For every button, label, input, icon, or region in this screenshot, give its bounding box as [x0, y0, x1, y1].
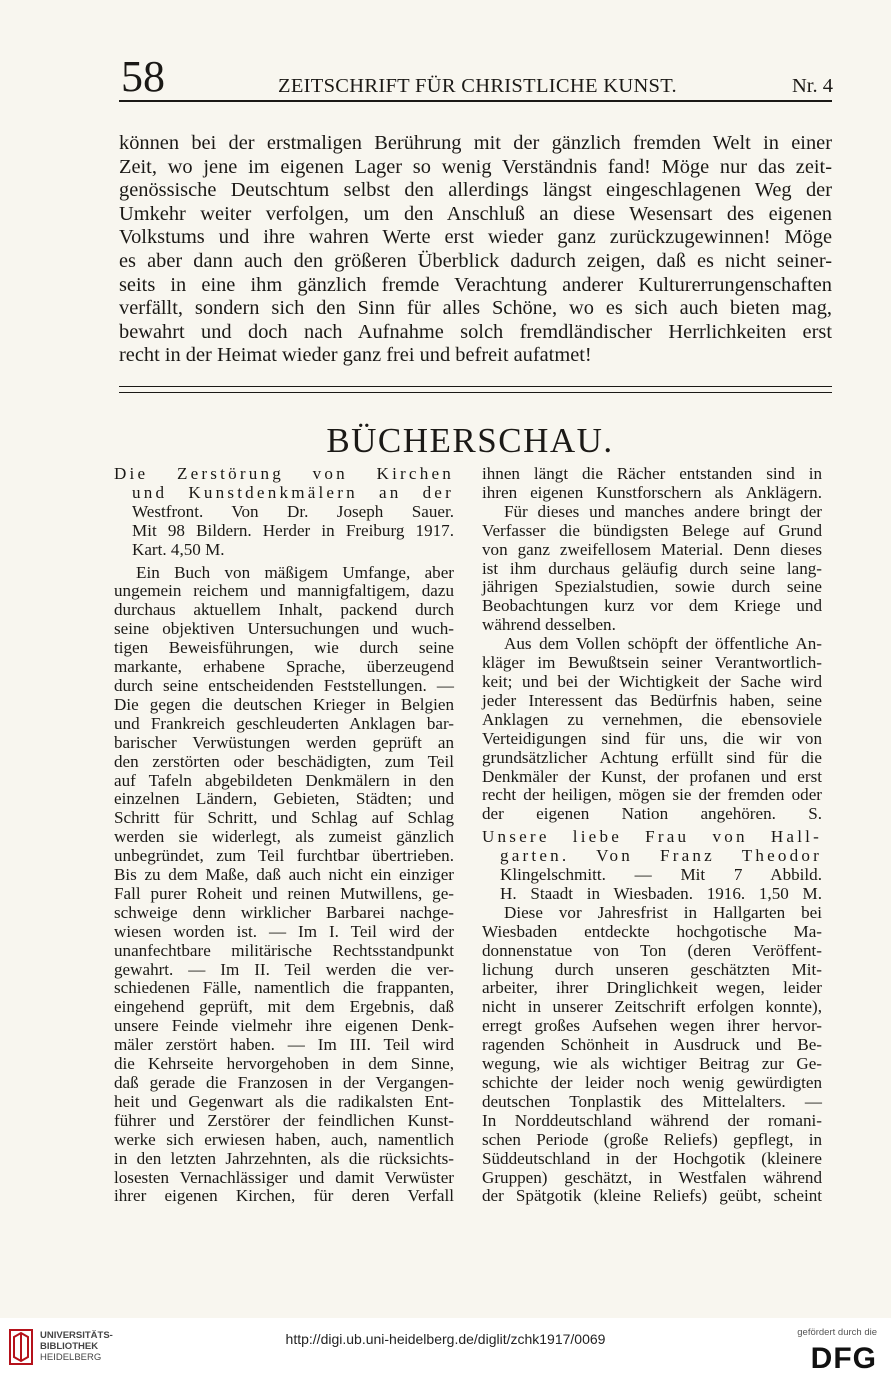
text-line: und Frankreich geschleuderten Anklagen bar- — [114, 713, 454, 733]
page-number: 58 — [121, 52, 165, 101]
text-line: mäler zerstört haben. — Im III. Teil wird — [114, 1035, 454, 1055]
right-column — [482, 465, 822, 1206]
issue-number: Nr. 4 — [792, 75, 833, 97]
text-line: verfällt, sondern sich den Sinn für alles Schöne, wo es sich auch bieten mag, — [119, 297, 832, 320]
text-line: seits in eine ihm gänzlich fremde Verachtung anderer Kulturerrungenschaften — [119, 273, 832, 296]
text-line: einzelnen Ländern, Gebieten, Städten; und — [114, 789, 454, 809]
text-line: recht der heiligen, mögen sie der fremden oder — [482, 785, 822, 805]
text-line: Anklagen zu vernehmen, die ebensoviele — [482, 709, 822, 729]
text-line: Fall purer Roheit und reinen Mutwillens, ge- — [114, 883, 454, 903]
digitization-footer — [0, 1318, 891, 1381]
text-line: ihren eigenen Kunstforschern als Anklägern. — [482, 482, 822, 502]
text-line: Bis zu dem Maße, daß auch nicht ein einziger — [114, 865, 454, 885]
text-line: auf Tafeln abgebildeten Denkmälern in den — [114, 770, 454, 790]
text-line: führer und Zerstörer der feindlichen Kunst- — [114, 1110, 454, 1130]
text-line: unsere Feinde vielmehr ihre eigenen Denk- — [114, 1016, 454, 1036]
text-line: in den letzten Jahrzehnten, als die rücksichts- — [114, 1148, 454, 1168]
text-line: tigen Beweisführungen, wie durch seine — [114, 638, 454, 658]
text-line: gewahrt. — Im II. Teil werden die ver- — [114, 959, 454, 979]
text-line: arbeiter, ihrer Dringlichkeit wegen, leider — [482, 978, 822, 998]
text-line: Die gegen die deutschen Krieger in Belgien — [114, 694, 454, 714]
text-line: seine objektiven Untersuchungen und wuch- — [114, 619, 454, 639]
header-rule — [119, 100, 832, 102]
text-line: Volkstums und ihre wahren Werte erst wieder ganz zurückzugewinnen! Möge — [119, 226, 832, 249]
left-column — [114, 465, 454, 1206]
review-title-line: Unsere liebe Frau von Hall- — [482, 827, 822, 847]
text-line: wiesen worden ist. — Im I. Teil wird der — [114, 921, 454, 941]
review-title-line: H. Staadt in Wiesbaden. 1916. 1,50 M. — [500, 883, 822, 903]
text-line: Verteidigungen sind für uns, die wir von — [482, 728, 822, 748]
text-line: ist ihm durchaus geläufig durch seine lang- — [482, 558, 822, 578]
library-name-line: UNIVERSITÄTS- — [40, 1330, 113, 1341]
text-line: genössische Deutschtum selbst den allerdings längst eingeschlagenen Weg der — [119, 179, 832, 202]
text-line: unbegründet, zum Teil furchtbar übertrieben. — [114, 846, 454, 866]
text-line: schichte der leider noch wenig gewürdigten — [482, 1073, 822, 1092]
review-title-line: Kart. 4,50 M. — [132, 539, 225, 559]
text-line: Schritt für Schritt, und Schlag auf Schlag — [114, 808, 454, 828]
text-line: bewahrt und doch nach Aufnahme solch fremdländischer Herrlichkeiten erst — [119, 320, 832, 343]
text-line: markante, erhabene Sprache, überzeugend — [114, 657, 454, 677]
review-title-line: garten. Von Franz Theodor — [500, 846, 822, 866]
text-line: Umkehr weiter verfolgen, um den Anschluß an diese Wesensart des eigenen — [119, 202, 832, 225]
text-line: der eigenen Nation angehören. S. — [482, 804, 822, 824]
text-line: Für dieses und manches andere bringt der — [504, 501, 822, 521]
text-line: Süddeutschland in der Hochgotik (kleinere — [482, 1148, 822, 1168]
text-line: wegung, wie als wichtiger Beitrag zur Ge- — [482, 1054, 822, 1074]
text-line: schweige denn wirklicher Barbarei nachge- — [114, 902, 454, 922]
text-line: ragenden Schönheit in Ausdruck und Be- — [482, 1035, 822, 1055]
text-line: werden sie widerlegt, als zumeist gänzlich — [114, 827, 454, 847]
review-title-line: Westfront. Von Dr. Joseph Sauer. — [132, 501, 454, 521]
text-line: keit; und bei der Wichtigkeit der Sache wird — [482, 671, 822, 691]
text-line: donnenstatue von Ton (deren Veröffent- — [482, 940, 822, 960]
text-line: schiedenen Fälle, namentlich die frappanten, — [114, 978, 454, 998]
text-line: Verfasser die bündigsten Belege auf Grund — [482, 520, 822, 540]
text-line: während desselben. — [482, 615, 616, 635]
text-line: der Spätgotik (kleine Reliefs) geübt, scheint — [482, 1186, 822, 1206]
text-line: von ganz zweifellosem Material. Denn dieses — [482, 539, 822, 559]
section-divider — [119, 386, 832, 393]
text-line: Gruppen) geschätzt, in Westfalen während — [482, 1167, 822, 1187]
text-line: den zerstörten oder beschädigten, zum Teil — [114, 751, 454, 771]
review-title-line: Die Zerstörung von Kirchen — [114, 464, 454, 483]
text-line: Aus dem Vollen schöpft der öffentliche An- — [504, 634, 822, 654]
text-line: ungemein reichem und mannigfaltigem, dazu — [114, 581, 454, 601]
text-line: deutschen Tonplastik des Mittelalters. — — [482, 1091, 822, 1111]
review-title-line: und Kunstdenkmälern an der — [132, 482, 454, 502]
text-line: erregt großes Aufsehen wegen ihrer hervor- — [482, 1016, 822, 1036]
text-line: jährigen Spezialstudien, sowie durch seine — [482, 577, 822, 597]
text-line: die Kehrseite hervorgehoben in dem Sinne, — [114, 1054, 454, 1074]
review-title-line: Klingelschmitt. — Mit 7 Abbild. — [500, 865, 822, 885]
text-line: kläger im Bewußtsein seiner Verantwortlich- — [482, 653, 822, 673]
text-line: recht in der Heimat wieder ganz frei und befreit aufatmet! — [119, 344, 592, 367]
text-line: eingehend geprüft, mit dem Ergebnis, daß — [114, 997, 454, 1017]
section-title: BÜCHERSCHAU. — [326, 421, 614, 460]
text-line: jeder Interessent das Bedürfnis haben, seine — [482, 690, 822, 710]
text-line: losesten Vernachlässiger und damit Verwüster — [114, 1167, 454, 1187]
permalink[interactable]: http://digi.ub.uni-heidelberg.de/diglit/zchk1917/0069 — [285, 1331, 606, 1347]
dfg-logo: DFG — [810, 1342, 877, 1375]
running-title: ZEITSCHRIFT FÜR CHRISTLICHE KUNST. — [278, 75, 677, 97]
library-name-line: BIBLIOTHEK — [40, 1341, 99, 1352]
text-line: ihrer eigenen Kirchen, für deren Verfall — [114, 1186, 454, 1206]
text-line: lichung durch unseren geschätzten Mit- — [482, 959, 822, 979]
text-line: Wiesbaden entdeckte hochgotische Ma- — [482, 921, 822, 941]
text-line: Ein Buch von mäßigem Umfange, aber — [136, 562, 454, 582]
text-line: daß gerade die Franzosen in der Vergangen- — [114, 1073, 454, 1092]
text-line: schen Periode (große Reliefs) gepflegt, in — [482, 1129, 822, 1149]
text-line: heit und Gegenwart als die radikalsten Ent- — [114, 1091, 454, 1111]
text-line: grundsätzlicher Achtung erfüllt sind für die — [482, 747, 822, 767]
text-line: Denkmäler der Kunst, der profanen und erst — [482, 766, 822, 786]
text-line: unanfechtbare militärische Rechtsstandpunkt — [114, 940, 454, 960]
review-title-line: Mit 98 Bildern. Herder in Freiburg 1917. — [132, 520, 454, 540]
text-line: können bei der erstmaligen Berührung mit der gänzlich fremden Welt in einer — [119, 132, 832, 154]
text-line: In Norddeutschland während der romani- — [482, 1110, 822, 1130]
text-line: Diese vor Jahresfrist in Hallgarten bei — [504, 902, 822, 922]
text-line: es aber dann auch den größeren Überblick dadurch zeigen, daß es nicht seiner- — [119, 249, 832, 272]
text-line: ihnen längt die Rächer entstanden sind in — [482, 464, 822, 483]
text-line: Beobachtungen kurz vor dem Kriege und — [482, 596, 822, 616]
library-name-line: HEIDELBERG — [40, 1352, 102, 1363]
text-line: durchaus aktuellem Inhalt, packend durch — [114, 600, 454, 620]
text-line: barischer Verwüstungen werden geprüft an — [114, 732, 454, 752]
funded-by-label: gefördert durch die — [797, 1327, 877, 1338]
text-line: durch seine entscheidenden Feststellungen. — — [114, 675, 454, 695]
text-line: nicht in unserer Zeitschrift erfolgen konnte), — [482, 997, 822, 1017]
text-line: werke sich erwiesen haben, auch, namentlich — [114, 1129, 454, 1149]
text-line: Zeit, wo jene im eigenen Lager so wenig Verständnis fand! Möge nur das zeit- — [119, 155, 832, 178]
intro-paragraph — [119, 132, 832, 368]
